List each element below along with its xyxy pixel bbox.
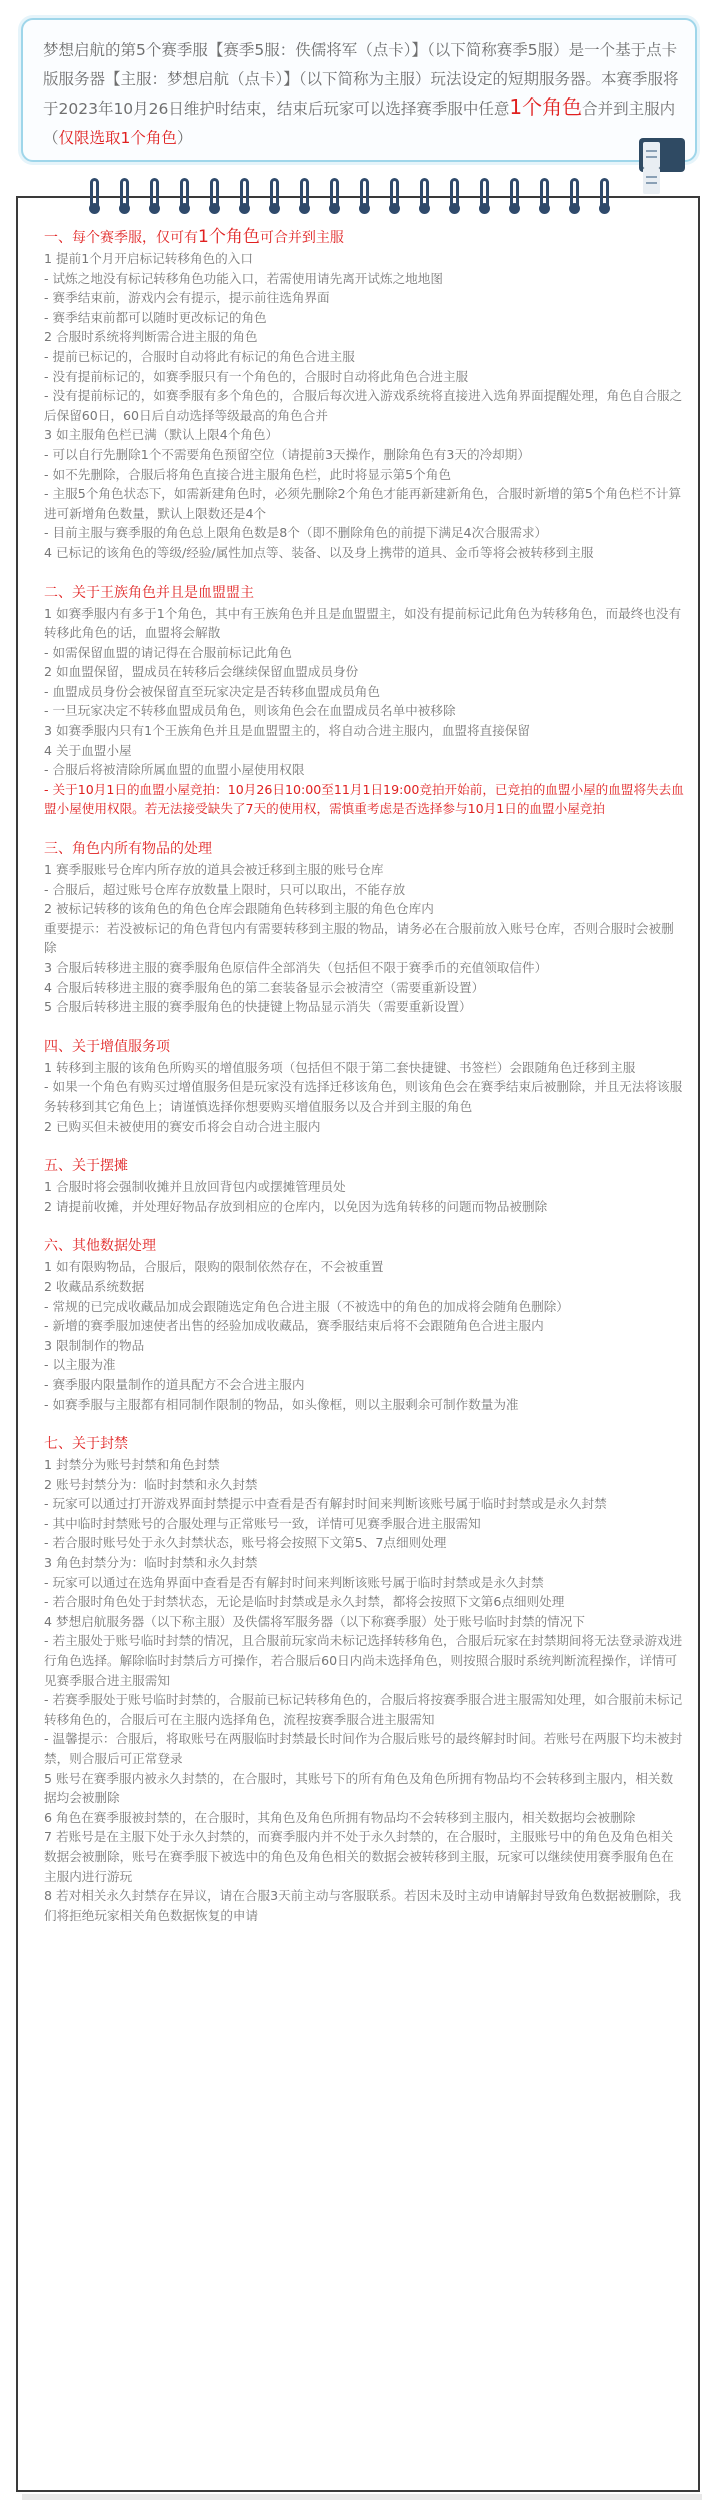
binder-ring (150, 178, 159, 210)
list-item: - 合服后将被清除所属血盟的血盟小屋使用权限 (44, 762, 305, 778)
binder-ring (420, 178, 429, 210)
list-item: - 赛季服内限量制作的道具配方不会合进主服内 (44, 1376, 305, 1392)
list-item: 4 梦想启航服务器（以下称主服）及佚儒将军服务器（以下称赛季服）处于账号临时封禁的情况下 (44, 1613, 585, 1629)
binder-ring (450, 178, 459, 210)
intro-highlight: 1个角色 (509, 95, 583, 119)
list-item: 重要提示：若没被标记的角色背包内有需要转移到主服的物品，请务必在合服前放入账号仓库，否则合服时会被删除 (44, 920, 674, 956)
list-item: - 提前已标记的，合服时自动将此有标记的角色合进主服 (44, 348, 355, 364)
section-3 (44, 838, 684, 1017)
list-item: - 若合服时角色处于封禁状态，无论是临时封禁或是永久封禁，都将会按照下文第6点细则处理 (44, 1594, 565, 1610)
binder-ring (180, 178, 189, 210)
list-item: 4 关于血盟小屋 (44, 742, 132, 758)
list-item: 2 请提前收摊，并处理好物品存放到相应的仓库内，以免因为选角转移的问题而物品被删除 (44, 1198, 548, 1214)
list-item: - 若主服处于账号临时封禁的情况，且合服前玩家尚未标记选择转移角色，合服后玩家在封禁期间将无法登录游戏进行角色选择。解除临时封禁后方可操作，若合服后60日内尚未选择角色，则按照合服时系统判断流程操作，详情可见赛季服合进主服需知 (44, 1633, 683, 1688)
section-7 (44, 1433, 684, 1925)
list-item: - 主服5个角色状态下，如需新建角色时，必须先删除2个角色才能再新建新角色，合服时新增的第5个角色栏不计算进可新增角色数量，默认上限数还是4个 (44, 486, 682, 521)
list-item: - 一旦玩家决定不转移血盟成员角色，则该角色会在血盟成员名单中被移除 (44, 703, 456, 719)
list-item: 4 已标记的该角色的等级/经验/属性加点等、装备、以及身上携带的道具、金币等将会被转移到主服 (44, 544, 594, 560)
section-title: 七、关于封禁 (44, 1436, 128, 1453)
binder-ring (600, 178, 609, 210)
list-item: - 没有提前标记的，如赛季服只有一个角色的，合服时自动将此角色合进主服 (44, 368, 469, 384)
section-title: 三、角色内所有物品的处理 (44, 841, 212, 858)
list-item: 1 提前1个月开启标记转移角色的入口 (44, 251, 253, 266)
binder-ring (390, 178, 399, 210)
list-item: 2 已购买但未被使用的赛安币将会自动合进主服内 (44, 1118, 321, 1134)
list-item: - 没有提前标记的，如赛季服有多个角色的，合服后每次进入游戏系统将直接进入选角界面提醒处理，角色自合服之后保留60日，60日后自动选择等级最高的角色合并 (44, 388, 683, 423)
list-item: - 赛季结束前，游戏内会有提示，提示前往选角界面 (44, 290, 330, 306)
list-item: - 玩家可以通过在选角界面中查看是否有解封时间来判断该账号属于临时封禁或是永久封禁 (44, 1574, 544, 1590)
paper-shadow (22, 2494, 702, 2500)
list-item: - 若合服时账号处于永久封禁状态，账号将会按照下文第5、7点细则处理 (44, 1535, 447, 1551)
list-item: 3 合服后转移进主服的赛季服角色原信件全部消失（包括但不限于赛季币的充值领取信件） (44, 960, 548, 975)
binder-ring (270, 178, 279, 210)
binder-ring (480, 178, 489, 210)
list-item: 2 收藏品系统数据 (44, 1278, 145, 1294)
binder-ring (240, 178, 249, 210)
section-title: 四、关于增值服务项 (44, 1038, 170, 1055)
list-item: 3 如赛季服内只有1个王族角色并且是血盟盟主的，将自动合进主服内，血盟将直接保留 (44, 723, 530, 739)
list-item: 1 如有限购物品，合服后，限购的限制依然存在，不会被重置 (44, 1259, 384, 1275)
section-title: 六、其他数据处理 (44, 1238, 156, 1255)
list-item: 5 合服后转移进主服的赛季服角色的快捷键上物品显示消失（需要重新设置） (44, 999, 472, 1015)
list-item: 6 角色在赛季服被封禁的，在合服时，其角色及角色所拥有物品均不会转移到主服内，相关数据均会被删除 (44, 1809, 636, 1825)
list-item: 1 赛季服账号仓库内所存放的道具会被迁移到主服的账号仓库 (44, 862, 384, 878)
list-item: - 如不先删除，合服后将角色直接合进主服角色栏，此时将显示第5个角色 (44, 466, 451, 482)
binder-ring (510, 178, 519, 210)
section-title: 二、关于王族角色并且是血盟盟主 (44, 584, 254, 601)
section-6 (44, 1235, 684, 1414)
section-2 (44, 582, 684, 820)
list-item: - 目前主服与赛季服的角色总上限角色数是8个（即不删除角色的前提下满足4次合服需求） (44, 525, 548, 541)
list-item: 1 如赛季服内有多于1个角色，其中有王族角色并且是血盟盟主，如没有提前标记此角色为转移角色，而最终也没有转移此角色的话，血盟将会解散 (44, 605, 682, 641)
list-item: - 可以自行先删除1个不需要角色预留空位（请提前3天操作，删除角色有3天的冷却期） (44, 446, 530, 462)
list-item: 1 合服时将会强制收摊并且放回背包内或摆摊管理员处 (44, 1179, 346, 1195)
list-item: 2 账号封禁分为：临时封禁和永久封禁 (44, 1476, 258, 1492)
section-title: 五、关于摆摊 (44, 1158, 128, 1175)
binder-ring (330, 178, 339, 210)
list-item: 5 账号在赛季服内被永久封禁的，在合服时，其账号下的所有角色及角色所拥有物品均不会转移到主服内，相关数据均会被删除 (44, 1770, 674, 1806)
notebook-paper (16, 196, 700, 2492)
list-item: 2 合服时系统将判断需合进主服的角色 (44, 329, 258, 345)
list-item: 3 限制制作的物品 (44, 1337, 145, 1353)
binder-ring (120, 178, 129, 210)
binder-ring (540, 178, 549, 210)
binder-ring (90, 178, 99, 210)
binder-rings (90, 178, 630, 212)
list-item: 2 如血盟保留，盟成员在转移后会继续保留血盟成员身份 (44, 664, 359, 680)
binder-ring (570, 178, 579, 210)
list-item: - 新增的赛季服加速使者出售的经验加成收藏品，赛季服结束后将不会跟随角色合进主服内 (44, 1318, 544, 1334)
list-item: 8 若对相关永久封禁存在异议，请在合服3天前主动与客服联系。若因未及时主动申请解封导致角色数据被删除，我们将拒绝玩家相关角色数据恢复的申请 (44, 1888, 682, 1923)
binder-ring (300, 178, 309, 210)
list-item: - 如需保留血盟的请记得在合服前标记此角色 (44, 644, 292, 660)
list-item: - 以主服为准 (44, 1357, 116, 1373)
list-item: 1 封禁分为账号封禁和角色封禁 (44, 1457, 220, 1473)
section-5 (44, 1155, 684, 1216)
book-icon (639, 138, 685, 172)
list-item: - 血盟成员身份会被保留直至玩家决定是否转移血盟成员角色 (44, 683, 380, 699)
list-item: - 温馨提示：合服后，将取账号在两服临时封禁最长时间作为合服后账号的最终解封时间。若账号在两服下均未被封禁，则合服后可正常登录 (44, 1731, 683, 1766)
list-item: 2 被标记转移的该角色的角色仓库会跟随角色转移到主服的角色仓库内 (44, 901, 434, 917)
section-4 (44, 1036, 684, 1136)
section-title: 一、每个赛季服，仅可有1个角色可合并到主服 (44, 227, 344, 247)
list-item: - 如果一个角色有购买过增值服务但是玩家没有选择迁移该角色，则该角色会在赛季结束后被删除，并且无法将该服务转移到其它角色上；请谨慎选择你想要购买增值服务以及合并到主服的角色 (44, 1079, 683, 1114)
intro-box (21, 18, 697, 162)
section-1 (44, 226, 684, 563)
binder-ring (210, 178, 219, 210)
list-item: - 赛季结束前都可以随时更改标记的角色 (44, 309, 267, 325)
list-item: 7 若账号是在主服下处于永久封禁的，而赛季服内并不处于永久封禁的，在合服时，主服账号中的角色及角色相关数据会被删除，账号在赛季服下被选中的角色及角色相关的数据会被转移到主服，玩家可以继续使用赛季服角色在主服内进行游玩 (44, 1829, 674, 1884)
binder-ring (360, 178, 369, 210)
rules-content (44, 226, 684, 1925)
list-item: - 常规的已完成收藏品加成会跟随选定角色合进主服（不被选中的角色的加成将会随角色删除） (44, 1298, 569, 1314)
list-item: - 合服后，超过账号仓库存放数量上限时，只可以取出，不能存放 (44, 881, 406, 897)
list-item: - 若赛季服处于账号临时封禁的，合服前已标记转移角色的，合服后将按赛季服合进主服需知处理，如合服前未标记转移角色的，合服后可在主服内选择角色，流程按赛季服合进主服需知 (44, 1692, 683, 1727)
list-item: 3 角色封禁分为：临时封禁和永久封禁 (44, 1555, 258, 1571)
list-item: - 如赛季服与主服都有相同制作限制的物品，如头像框，则以主服剩余可制作数量为准 (44, 1396, 519, 1412)
list-item: - 玩家可以通过打开游戏界面封禁提示中查看是否有解封时间来判断该账号属于临时封禁或是永久封禁 (44, 1496, 607, 1512)
auction-warning: - 关于10月1日的血盟小屋竞拍：10月26日10:00至11月1日19:00竞拍开始前，已竞拍的血盟小屋的血盟将失去血盟小屋使用权限。若无法接受缺失了7天的使用权，需慎重考虑是否选择参与10月1日的血盟小屋竞拍 (44, 781, 684, 817)
list-item: 3 如主服角色栏已满（默认上限4个角色） (44, 427, 279, 443)
intro-text: 梦想启航的第5个赛季服【赛季5服：佚儒将军（点卡）】（以下简称赛季5服）是一个基于点卡版服务器【主服：梦想启航（点卡）】（以下简称为主服）玩法设定的短期服务器。本赛季服将于2023年10月26日维护时结束，结束后玩家可以选择赛季服中任意1个角色合并到主服内（仅限选取1个角色） (43, 41, 679, 147)
list-item: 4 合服后转移进主服的赛季服角色的第二套装备显示会被清空（需要重新设置） (44, 979, 485, 995)
list-item: - 其中临时封禁账号的合服处理与正常账号一致，详情可见赛季服合进主服需知 (44, 1515, 481, 1531)
intro-red-note: 仅限选取1个角色 (58, 128, 177, 147)
list-item: - 试炼之地没有标记转移角色功能入口，若需使用请先离开试炼之地地图 (44, 270, 443, 286)
list-item: 1 转移到主服的该角色所购买的增值服务项（包括但不限于第二套快捷键、书签栏）会跟随角色迁移到主服 (44, 1059, 636, 1075)
